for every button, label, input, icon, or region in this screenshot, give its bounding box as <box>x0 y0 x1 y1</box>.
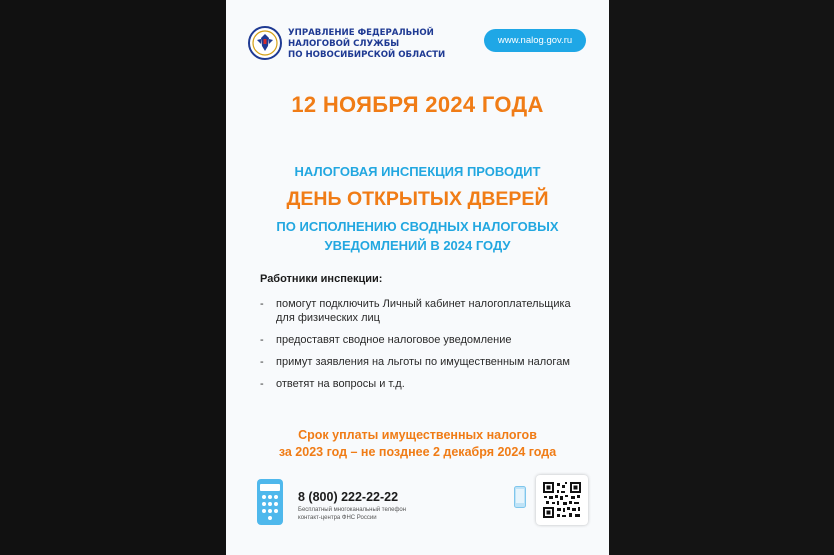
poster <box>226 0 609 555</box>
payment-deadline <box>226 427 609 461</box>
org-line-2: НАЛОГОВОЙ СЛУЖБЫ <box>288 39 400 49</box>
headline-line-3b: УВЕДОМЛЕНИЙ В 2024 ГОДУ <box>324 238 511 253</box>
list-item <box>260 297 590 325</box>
list-item-text: помогут подключить Личный кабинет налогоплательщика для физических лиц <box>276 298 571 324</box>
hotline-caption <box>298 506 458 522</box>
headline-open-day: ДЕНЬ ОТКРЫТЫХ ДВЕРЕЙ <box>286 188 549 210</box>
event-date: 12 НОЯБРЯ 2024 ГОДА <box>291 92 544 117</box>
deadline-line-2: за 2023 год – не позднее 2 декабря 2024 года <box>278 445 557 459</box>
hotline-number[interactable]: 8 (800) 222-22-22 <box>298 490 399 504</box>
background-right <box>609 0 834 555</box>
list-dash: - <box>260 378 264 390</box>
deadline-line-1: Срок уплаты имущественных налогов <box>298 428 537 442</box>
workers-title: Работники инспекции: <box>260 273 383 285</box>
phone-keypad-icon <box>256 478 284 526</box>
website-link[interactable]: www.nalog.gov.ru <box>484 29 586 52</box>
list-item <box>260 333 590 347</box>
list-dash: - <box>260 298 264 310</box>
list-dash: - <box>260 356 264 368</box>
fns-emblem-icon <box>248 26 282 60</box>
list-dash: - <box>260 334 264 346</box>
list-item <box>260 377 590 391</box>
list-item-text: примут заявления на льготы по имущественным налогам <box>276 356 570 368</box>
list-item-text: предоставят сводное налоговое уведомление <box>276 334 512 346</box>
headline-subtitle <box>226 217 609 255</box>
hotline-caption-line-2: контакт-центра ФНС России <box>298 515 377 521</box>
headline-line-3a: ПО ИСПОЛНЕНИЮ СВОДНЫХ НАЛОГОВЫХ <box>276 219 559 234</box>
org-line-1: УПРАВЛЕНИЕ ФЕДЕРАЛЬНОЙ <box>288 28 434 38</box>
list-item-text: ответят на вопросы и т.д. <box>276 378 405 390</box>
org-name <box>288 28 463 61</box>
qr-code[interactable] <box>536 475 588 525</box>
headline-line-1: НАЛОГОВАЯ ИНСПЕКЦИЯ ПРОВОДИТ <box>294 164 541 179</box>
smartphone-icon <box>514 486 526 508</box>
qr-code-icon <box>543 482 581 518</box>
services-list <box>260 297 590 399</box>
hotline-caption-line-1: Бесплатный многоканальный телефон <box>298 507 407 513</box>
list-item <box>260 355 590 369</box>
org-line-3: ПО НОВОСИБИРСКОЙ ОБЛАСТИ <box>288 50 446 60</box>
